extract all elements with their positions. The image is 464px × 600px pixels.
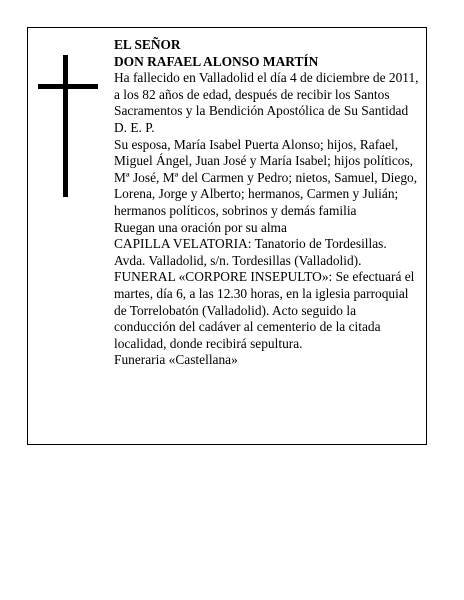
cross-vertical-bar (63, 55, 68, 197)
chapel-info: CAPILLA VELATORIA: Tanatorio de Tordesillas. Avda. Valladolid, s/n. Tordesillas (Valladolid). (114, 236, 387, 268)
prayer-request: Ruegan una oración por su alma (114, 219, 287, 235)
obituary-text (114, 37, 420, 369)
notice-title: EL SEÑOR (114, 37, 181, 52)
cross-icon (38, 55, 98, 197)
funeral-info: FUNERAL «CORPORE INSEPULTO»: Se efectuará el martes, día 6, a las 12.30 horas, en la iglesia parroquial de Torrelobatón (Valladolid). Acto seguido la conducción del cadáver al cementerio de la citada localidad, donde recibirá sepultura. (114, 269, 415, 351)
dep-line: D. E. P. (114, 119, 155, 135)
cross-horizontal-bar (38, 84, 98, 89)
death-announcement: Ha fallecido en Valladolid el día 4 de diciembre de 2011, a los 82 años de edad, después de recibir los Santos Sacramentos y la Bendición Apostólica de Su Santidad (114, 70, 419, 119)
family-list: Su esposa, María Isabel Puerta Alonso; hijos, Rafael, Miguel Ángel, Juan José y María Isabel; hijos políticos, Mª José, Mª del Carmen y Pedro; nietos, Samuel, Diego, Lorena, Jorge y Alberto; hermanos, Carmen y Julián; hermanos políticos, sobrinos y demás familia (114, 136, 418, 218)
funeral-home: Funeraria «Castellana» (114, 352, 238, 368)
deceased-name: DON RAFAEL ALONSO MARTÍN (114, 53, 319, 69)
